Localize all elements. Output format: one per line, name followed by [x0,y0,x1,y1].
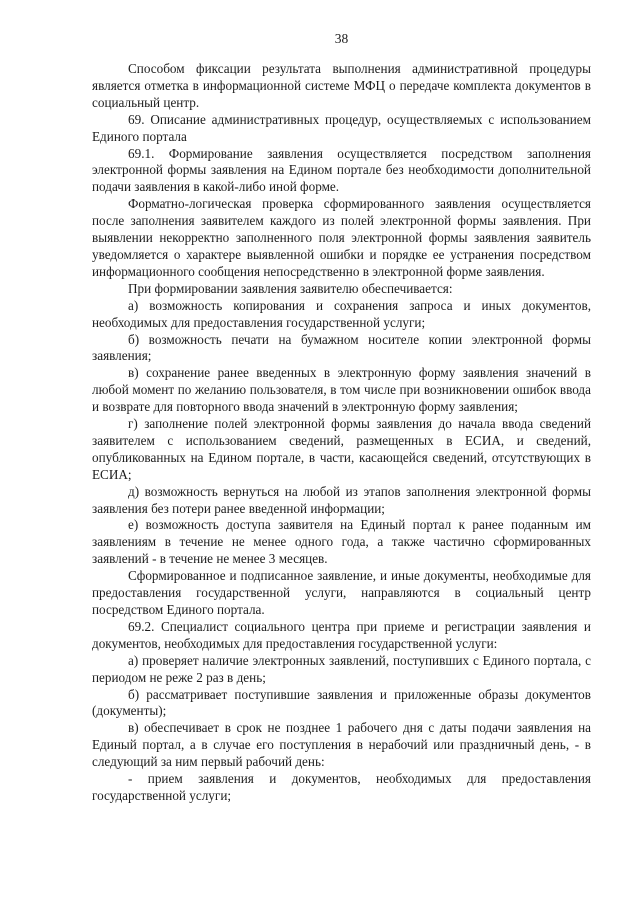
list-item-b: б) возможность печати на бумажном носителе копии электронной формы заявления; [92,331,591,364]
list-item-69-2-a: а) проверяет наличие электронных заявлений, поступивших с Единого портала, с периодом не реже 2 раз в день; [92,652,591,685]
list-item-d: д) возможность вернуться на любой из этапов заполнения электронной формы заявления без потери ранее введенной информации; [92,483,591,516]
paragraph-fixation-method: Способом фиксации результата выполнения административной процедуры является отметка в информационной системе МФЦ о передаче комплекта документов в социальный центр. [92,61,591,110]
list-item-g: г) заполнение полей электронной формы заявления до начала ввода сведений заявителем с использованием сведений, размещенных в ЕСИА, и сведений, опубликованных на Едином портале, в части, касающейся сведений, отсутствующих в ЕСИА; [92,416,591,482]
paragraph-provided-list-intro: При формировании заявления заявителю обеспечивается: [128,280,453,296]
page-number: 38 [334,31,349,46]
list-item-v: в) сохранение ранее введенных в электронную форму заявления значений в любой момент по желанию пользователя, в том числе при возникновении ошибок ввода и возврате для повторного ввода значений в электронную форму заявления; [92,365,591,415]
paragraph-69-1: 69.1. Формирование заявления осуществляется посредством заполнения электронной формы заявления на Едином портале без необходимости дополнительной подачи заявления в какой-либо иной форме. [92,145,591,195]
list-item-dash-reception: - прием заявления и документов, необходимых для предоставления государственной услуги; [92,771,591,803]
list-item-69-2-v: в) обеспечивает в срок не позднее 1 рабочего дня с даты подачи заявления на Единый портал, а в случае его поступления в нерабочий или праздничный день, - в следующий за ним первый рабочий день: [92,720,591,770]
paragraph-69-heading: 69. Описание административных процедур, осуществляемых с использованием Единого портала [92,111,591,144]
paragraph-format-check: Форматно-логическая проверка сформированного заявления осуществляется после заполнения заявителем каждого из полей электронной формы заявления. При выявлении некорректно заполненного поля электронной формы заявления заявитель уведомляется о характере выявленной ошибки и порядке ее устранения посредством информационного сообщения непосредственно в электронной форме заявления. [92,196,591,279]
list-item-e: е) возможность доступа заявителя на Единый портал к ранее поданным им заявлениям в течение не менее одного года, а также частично сформированных заявлений - в течение не менее 3 месяцев. [92,517,591,567]
document-body [92,61,591,805]
list-item-a: а) возможность копирования и сохранения запроса и иных документов, необходимых для предоставления государственной услуги; [92,297,591,330]
paragraph-submitted-application: Сформированное и подписанное заявление, и иные документы, необходимые для предоставления государственной услуги, направляются в социальный центр посредством Единого портала. [92,568,591,617]
list-item-69-2-b: б) рассматривает поступившие заявления и приложенные образы документов (документы); [92,686,591,719]
paragraph-69-2: 69.2. Специалист социального центра при приеме и регистрации заявления и документов, необходимых для предоставления государственной услуги: [92,618,591,651]
